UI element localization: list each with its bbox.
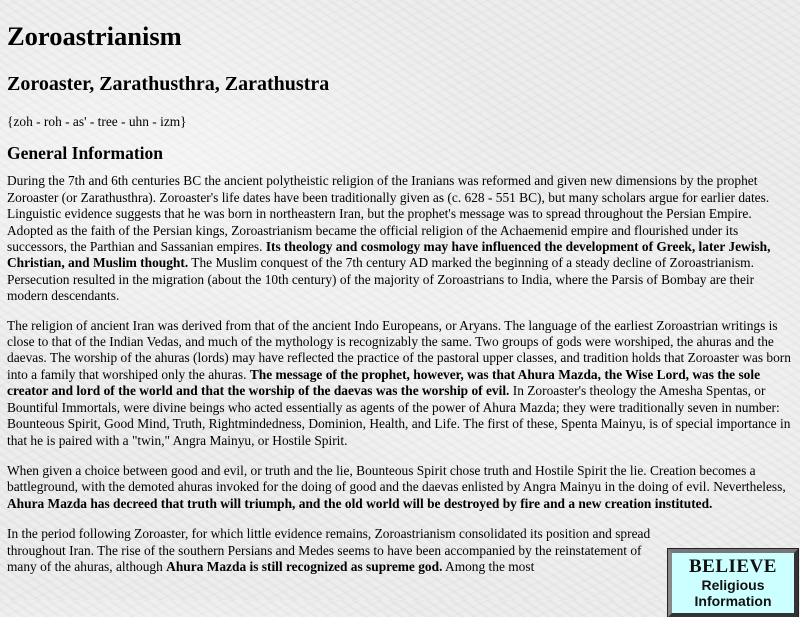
page-subtitle: Zoroaster, Zarathusthra, Zarathustra [7,73,330,95]
believe-title: BELIEVE [689,556,777,577]
section-heading-general-information: General Information [7,143,164,164]
paragraph-bold-text: The message of the prophet, however, was that Ahura Mazda, the Wise Lord, was the sole creator and lord of the world and that the worship of the daevas was the worship of evil. [7,366,761,399]
believe-logo-link[interactable] [668,549,798,617]
paragraph-text: The Muslim conquest of the 7th century AD marked the beginning of a steady decline of Zoroastrianism. Persecution resulted in the migration (about the 10th century) of the majority of Zoroastrians to India, where the Parsis of Bombay are their modern descendants. [7,255,755,304]
page-title: Zoroastrianism [7,21,182,51]
paragraph-3 [7,463,792,512]
paragraph-bold-text: Ahura Mazda has decreed that truth will triumph, and the old world will be destroyed by fire and a new creation instituted. [7,495,713,511]
pronunciation: {zoh - roh - as' - tree - uhn - izm} [7,114,187,129]
paragraph-text: During the 7th and 6th centuries BC the ancient polytheistic religion of the Iranians was reformed and given new dimensions by the prophet Zoroaster (or Zarathusthra). Zoroaster's life dates have been traditionally given as (c. 628 - 551 BC), but many scholars argue for earlier dates. Linguistic evidence suggests that he was born in northeastern Iran, but the prophet's message was to spread throughout the Persian Empire. Adopted as the faith of the Persian kings, Zoroastrianism became the official religion of the Achaemenid empire and flourished under its successors, the Parthian and Sassanian empires. [7,173,770,255]
paragraph-text: When given a choice between good and evil, or truth and the lie, Bounteous Spirit chose truth and Hostile Spirit the lie. Creation becomes a battleground, with the demoted ahuras invoked for the doing of good and the daevas enlisted by Angra Mainyu in the doing of evil. Nevertheless, [7,462,786,495]
paragraph-bold-text: Its theology and cosmology may have influenced the development of Greek, later Jewish, Christian, and Muslim thought. [7,239,771,271]
paragraph-1 [7,173,792,304]
paragraph-text: In Zoroaster's theology the Amesha Spentas, or Bountiful Immortals, were divine beings who acted essentially as agents of the power of Ahura Mazda; they were traditionally seven in number: Bounteous Spirit, Good Mind, Truth, Rightmindedness, Dominion, Health, and Life. The first of these, Spenta Mainyu, is of special importance in that he is paired with a "twin," Angra Mainyu, or Hostile Spirit. [7,383,791,448]
paragraph-text: In the period following Zoroaster, for which little evidence remains, Zoroastrianism consolidated its position and spread throughout Iran. The rise of the southern Persians and Medes seems to have been accompanied by the reinstatement of many of the ahuras, although [7,526,651,574]
paragraph-text: Among the most [442,558,535,574]
paragraph-2 [7,318,792,449]
believe-subtitle-line1: Religious [701,577,765,593]
paragraph-text: The religion of ancient Iran was derived from that of the ancient Indo Europeans, or Aryans. The language of the earliest Zoroastrian writings is close to that of the Indian Vedas, and much of the mythology is recognizably the same. Two groups of gods were worshiped, the ahuras and the daevas. The worship of the ahuras (lords) may have reflected the practice of the pastoral upper classes, and tradition holds that Zoroaster was born into a family that worshiped only the ahuras. [7,317,791,382]
paragraph-4 [7,526,657,575]
paragraph-bold-text: Ahura Mazda is still recognized as supreme god. [166,558,443,574]
believe-subtitle-line2: Information [694,593,772,609]
